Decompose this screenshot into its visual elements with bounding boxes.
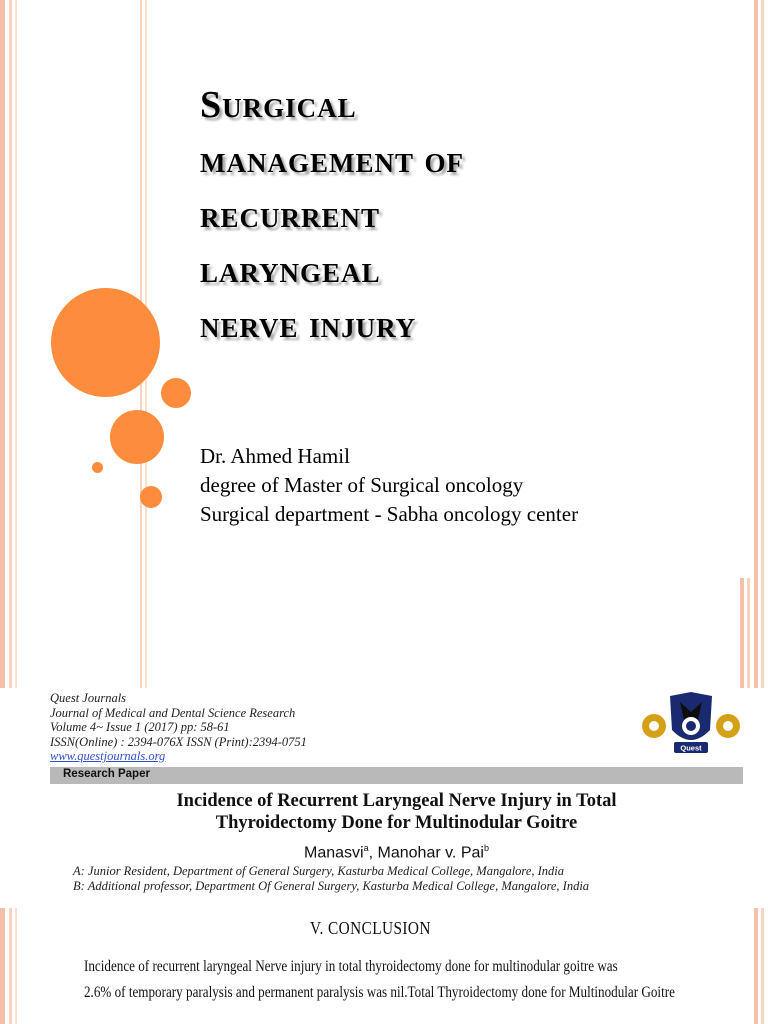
journal-line: Quest Journals: [50, 691, 127, 705]
strip-stripe: [15, 908, 17, 1024]
author-degree: degree of Master of Surgical oncology: [200, 473, 524, 497]
strip-stripe: [9, 908, 12, 1024]
left-stripe-middle: [9, 0, 12, 578]
slide-title-line: laryngeal: [200, 249, 381, 291]
author-1: Manasvi: [304, 844, 364, 862]
conclusion-line: 2.6% of temporary paralysis and permanent paralysis was nil.Total Thyroidectomy done for Multinodular Goitre: [84, 984, 675, 1001]
slide-title-line: nerve injury: [200, 304, 417, 346]
strip-stripe: [15, 578, 17, 688]
affiliation-b: B: Additional professor, Department Of General Surgery, Kasturba Medical College, Mangalore, India: [73, 878, 590, 893]
paper-authors: [50, 843, 743, 862]
journal-info: [50, 691, 307, 764]
accent-circle-small: [161, 378, 191, 408]
slide-title-line: Surgical: [200, 84, 357, 126]
conclusion-line: Incidence of recurrent laryngeal Nerve injury in total thyroidectomy done for multinodular goitre was: [84, 958, 618, 975]
conclusion-heading: V. CONCLUSION: [310, 918, 431, 938]
section-label: Research Paper: [63, 768, 150, 780]
paper-title-line: Incidence of Recurrent Laryngeal Nerve Injury in Total: [176, 791, 617, 811]
strip-stripe: [761, 908, 764, 1024]
accent-circle-tiny: [92, 462, 103, 473]
affiliations: [73, 864, 589, 893]
strip-stripe: [9, 578, 12, 688]
logo-text: Quest: [680, 743, 702, 753]
journal-line: Journal of Medical and Dental Science Research: [50, 705, 296, 720]
slide-title-line: recurrent: [200, 194, 381, 236]
slide-strip-middle: [0, 578, 768, 688]
strip-stripe: [0, 578, 5, 688]
author-separator: ,: [368, 844, 378, 862]
quest-logo-icon: [640, 690, 742, 758]
author-block: [200, 442, 578, 529]
paper-title: [50, 790, 743, 834]
author-department: Surgical department - Sabha oncology center: [200, 502, 579, 526]
author-1-sup: a: [363, 843, 369, 853]
slide-title-line: management of: [200, 139, 464, 181]
strip-stripe: [145, 578, 147, 688]
right-stripe-a: [754, 0, 758, 578]
paper-title-line: Thyroidectomy Done for Multinodular Goitre: [215, 813, 578, 833]
strip-stripe: [754, 578, 758, 688]
slide-title: [200, 78, 740, 353]
journal-line: ISSN(Online) : 2394-076X ISSN (Print):2394-0751: [50, 734, 307, 749]
author-2: Manohar v. Pai: [377, 844, 484, 862]
strip-stripe: [0, 908, 5, 1024]
journal-line: Volume 4~ Issue 1 (2017) pp: 58-61: [50, 720, 230, 734]
conclusion-text: [84, 954, 675, 1006]
accent-circle-medium: [110, 410, 164, 464]
right-stripe-b: [761, 0, 764, 578]
accent-circle-mini: [140, 486, 162, 508]
strip-stripe: [740, 578, 744, 688]
author-name: Dr. Ahmed Hamil: [200, 444, 350, 468]
strip-stripe: [761, 578, 764, 688]
affiliation-a: A: Junior Resident, Department of General Surgery, Kasturba Medical College, Mangalore, India: [73, 864, 565, 878]
left-stripe-outer: [0, 0, 5, 578]
left-stripe-thin: [15, 0, 17, 578]
author-2-sup: b: [483, 843, 489, 853]
paper-header-image: [0, 688, 768, 908]
accent-circle-large: [51, 288, 160, 397]
journal-url[interactable]: www.questjournals.org: [50, 749, 166, 763]
section-bar: [50, 767, 743, 784]
strip-stripe: [747, 578, 750, 688]
strip-stripe: [754, 908, 758, 1024]
strip-stripe: [140, 578, 142, 688]
